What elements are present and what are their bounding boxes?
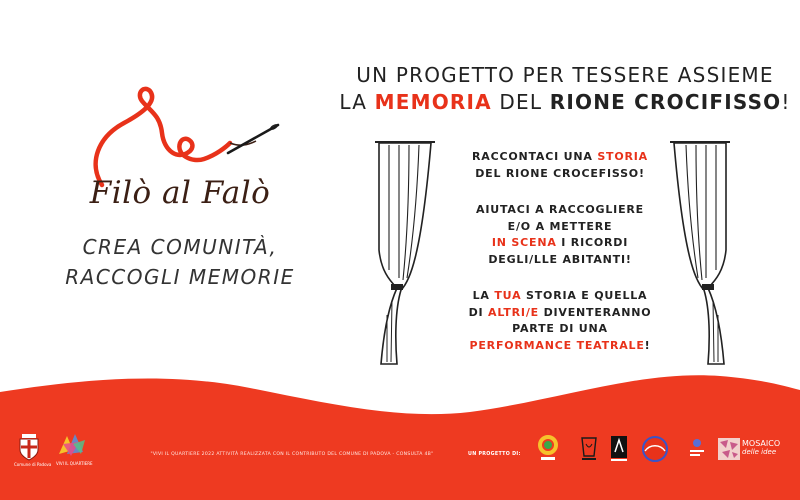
message-highlight: IN SCENA [491,236,557,249]
headline-line2 [330,89,800,116]
headline-text: LA [339,90,375,114]
comune-padova-crest-icon [16,432,42,462]
message-highlight: ALTRI/E [488,305,539,319]
message-performance [440,288,680,354]
message-line [440,338,680,355]
message-text: LA [472,289,495,302]
message-text: DIVENTERANNO [538,305,652,319]
headline-memoria: MEMORIA [374,90,492,114]
headline [330,62,800,116]
message-text: DI [468,305,489,319]
message-line [440,305,680,322]
headline-text: ! [781,90,791,114]
headline-text: DEL [491,90,550,114]
partner-logo-circle-icon [638,434,672,464]
tagline-line2: RACCOGLI MEMORIE [65,265,295,289]
left-curtain-icon [375,140,435,366]
message-line: DEGLI/LLE ABITANTI! [488,252,632,266]
message-text: RACCONTACI UNA [472,150,598,163]
message-line: E/O A METTERE [507,219,613,233]
partner-logo-theatre-icon [578,434,600,464]
message-highlight: STORIA [597,150,648,163]
funding-note: "VIVI IL QUARTIERE 2022 ATTIVITÀ REALIZZATA CON IL CONTRIBUTO DEL COMUNE DI PADOVA - CONSULTA 4B" [150,452,434,457]
message-text: I RICORDI [556,236,629,249]
message-line: AIUTACI A RACCOGLIERE [476,203,644,216]
mosaico-line1: MOSAICO [742,439,781,448]
mosaico-line2: delle idee [742,448,777,456]
vivi-quartiere-caption: VIVI IL QUARTIERE [56,461,93,466]
headline-line1: UN PROGETTO PER TESSERE ASSIEME [356,63,774,87]
logo-title: Filò al Falò [89,175,271,211]
project-by-label: UN PROGETTO DI: [468,452,521,457]
message-text: ! [644,338,651,352]
message-line: DEL RIONE CROCEFISSO! [475,166,645,180]
message-storia [440,149,680,182]
partner-logo-q-icon [537,434,559,464]
comune-caption: Comune di Padova [14,462,52,467]
mosaico-wordmark [742,439,780,457]
vivi-quartiere-logo-icon [55,430,87,460]
partner-logo-dark-icon [608,434,630,464]
headline-rione: RIONE CROCIFISSO [549,90,782,114]
tagline [40,232,320,292]
tagline-line1: CREA COMUNITÀ, [82,235,278,259]
message-line [440,288,680,305]
message-line [440,235,680,252]
partner-logo-small-icon [686,434,708,464]
message-highlight: TUA [494,289,522,302]
message-highlight: PERFORMANCE TEATRALE [469,338,645,352]
message-line: PARTE DI UNA [512,322,608,335]
message-aiutaci [440,202,680,268]
message-text: STORIA E QUELLA [521,289,648,302]
message-line [440,149,680,166]
